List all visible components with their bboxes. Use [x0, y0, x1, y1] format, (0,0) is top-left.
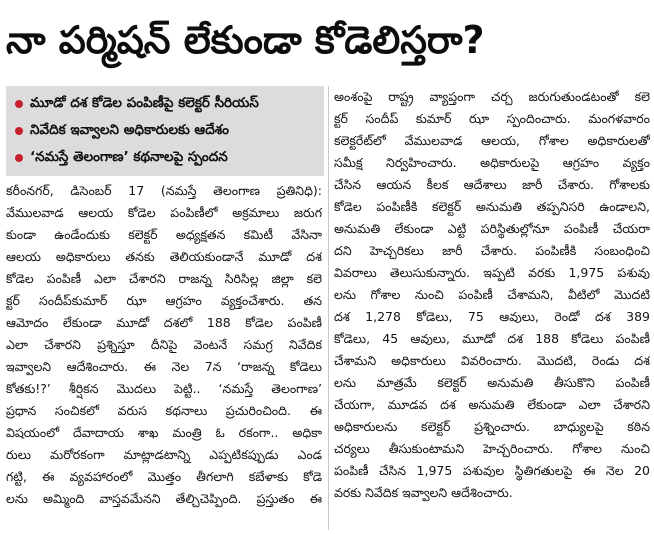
highlight-text: నివేదిక ఇవ్వాలని అధికారులకు ఆదేశం: [30, 122, 230, 138]
text-line: లను మాత్రమే కలెక్టర్ అనుమతి తీసుకొని పంపిణీ: [334, 375, 650, 390]
text-line: గట్టి, ఈ వ్యవహారంలో మొత్తం తీగలాగి కబేళాకు కోడె: [6, 469, 322, 484]
text-line: వేములవాడ ఆలయ కోడెల పంపిణీలో అక్రమాలు జరుగ: [6, 205, 322, 220]
text-line: క్టర్ సందీప్ కుమార్ ఝా స్పందించారు. మంగళవారం: [334, 111, 650, 126]
highlight-text: మూడో దశ కోడెల పంపిణీపై కలెక్టర్ సీరియస్: [30, 95, 259, 111]
text-line: లను అమ్మింది వాస్తవమేనని తేల్చిచెప్పింది. ప్రస్తుతం ఈ: [6, 491, 322, 506]
text-line: కలెక్టరేట్‌లో వేములవాడ ఆలయ, గోశాల అధికారులతో: [334, 133, 650, 148]
text-line: లను గోశాల నుంచి పంపిణీ చేశామని, వీటిలో మొదటి: [334, 287, 650, 302]
text-line: చేసిన ఆయన కీలక ఆదేశాలు జారీ చేశారు. గోశాలకు: [334, 177, 650, 192]
text-line: చేయగా, మూడవ దశ అనుమతి లేకుండా ఎలా చేశారని: [334, 397, 650, 412]
bullet-icon: [15, 127, 23, 135]
text-line: ఎలా చేశారని ప్రశ్నిస్తూ దీనిపై వెంటనే సమగ్ర నివేదిక: [6, 337, 322, 352]
bullet-icon: [15, 100, 23, 108]
text-line: విషయంలో దేవాదాయ శాఖ మంత్రి ఓ రకంగా.. అధికా: [6, 425, 322, 440]
text-line: క్టర్ సందీప్‌కుమార్ ఝా ఆగ్రహం వ్యక్తంచేశారు. తన: [6, 293, 322, 308]
text-line: చర్యలు తీసుకుంటామని హెచ్చరించారు. గోశాల నుంచి: [334, 441, 650, 456]
text-line: ప్రధాన సంచికలో వరుస కథనాలు ప్రచురించింది. ఈ: [6, 403, 322, 418]
bullet-icon: [15, 154, 23, 162]
text-line: ఇవ్వాలని ఆదేశించారు. ఈ నెల 7న ‘రాజన్న కోడెలు: [6, 359, 322, 374]
highlights-box: [6, 86, 324, 176]
text-line: దని హెచ్చరికలు జారీ చేశారు. పంపిణీకి సంబంధించి: [334, 243, 650, 258]
text-line: అధికారులను కలెక్టర్ ప్రశ్నించారు. బాధ్యులపై కఠిన: [334, 419, 650, 434]
text-line: కరీంనగర్, డిసెంబర్ 17 (నమస్తే తెలంగాణ ప్రతినిధి):: [6, 183, 322, 198]
text-line: సమీక్ష నిర్వహించారు. అధికారులపై ఆగ్రహం వ్యక్తం: [334, 155, 650, 170]
text-line: అంశంపై రాష్ట్ర వ్యాప్తంగా చర్చ జరుగుతుండటంతో కలె: [334, 89, 650, 104]
text-line: పంపిణీ చేసిన 1,975 పశువుల స్థితిగతులపై ఈ నెల 20: [334, 463, 650, 478]
text-line: ఆమోదం లేకుండా మూడో దశలో 188 కోడెల పంపిణీ: [6, 315, 322, 330]
text-line: వరకు నివేదిక ఇవ్వాలని ఆదేశించారు.: [334, 485, 513, 500]
headline: నా పర్మిషన్ లేకుండా కోడెలిస్తరా?: [6, 18, 485, 62]
text-line: కుండా ఉండేందుకు కలెక్టర్ అధ్యక్షతన కమిటీ వేసినా: [6, 227, 322, 242]
highlight-item: [12, 144, 318, 171]
text-line: వివరాలు తెలుసుకున్నారు. ఇప్పటి వరకు 1,975 పశువు: [334, 265, 650, 280]
right-column: [334, 86, 650, 532]
text-line: అనుమతి లేకుండా ఎట్టి పరిస్థితుల్లోనూ పంపిణీ చేయరా: [334, 221, 650, 236]
text-line: కోడెల పంపిణీకి కలెక్టర్ అనుమతి తప్పనిసరి ఉండాలని,: [334, 199, 650, 214]
text-line: దశ 1,278 కోడెలు, 75 ఆవులు, రెండో దశ 389: [334, 309, 650, 324]
column-divider: [328, 86, 329, 530]
highlight-item: [12, 117, 318, 144]
text-line: కోతకు!?’ శీర్షికన మొదలు పెట్టి.. ‘నమస్తే తెలంగాణ’: [6, 381, 322, 396]
text-line: కోడెలు, 45 ఆవులు, మూడో దశ 188 కోడెలు పంపిణీ: [334, 331, 650, 346]
text-line: ఆలయ అధికారులు తనకు తెలియకుండానే మూడో దశ: [6, 249, 322, 264]
text-line: చేశామని అధికారులు వివరించారు. మొదటి, రెండు దశ: [334, 353, 650, 368]
highlight-text: ‘నమస్తే తెలంగాణ’ కథనాలపై స్పందన: [30, 149, 228, 165]
left-column: [6, 180, 322, 532]
highlight-item: [12, 90, 318, 117]
text-line: కోడెల పంపిణీ ఎలా చేశారని రాజన్న సిరిసిల్ల జిల్లా కలె: [6, 271, 322, 286]
text-line: రులు మరోరకంగా మాట్లాడటాన్ని ఎప్పటికప్పుడు ఎండ: [6, 447, 322, 462]
